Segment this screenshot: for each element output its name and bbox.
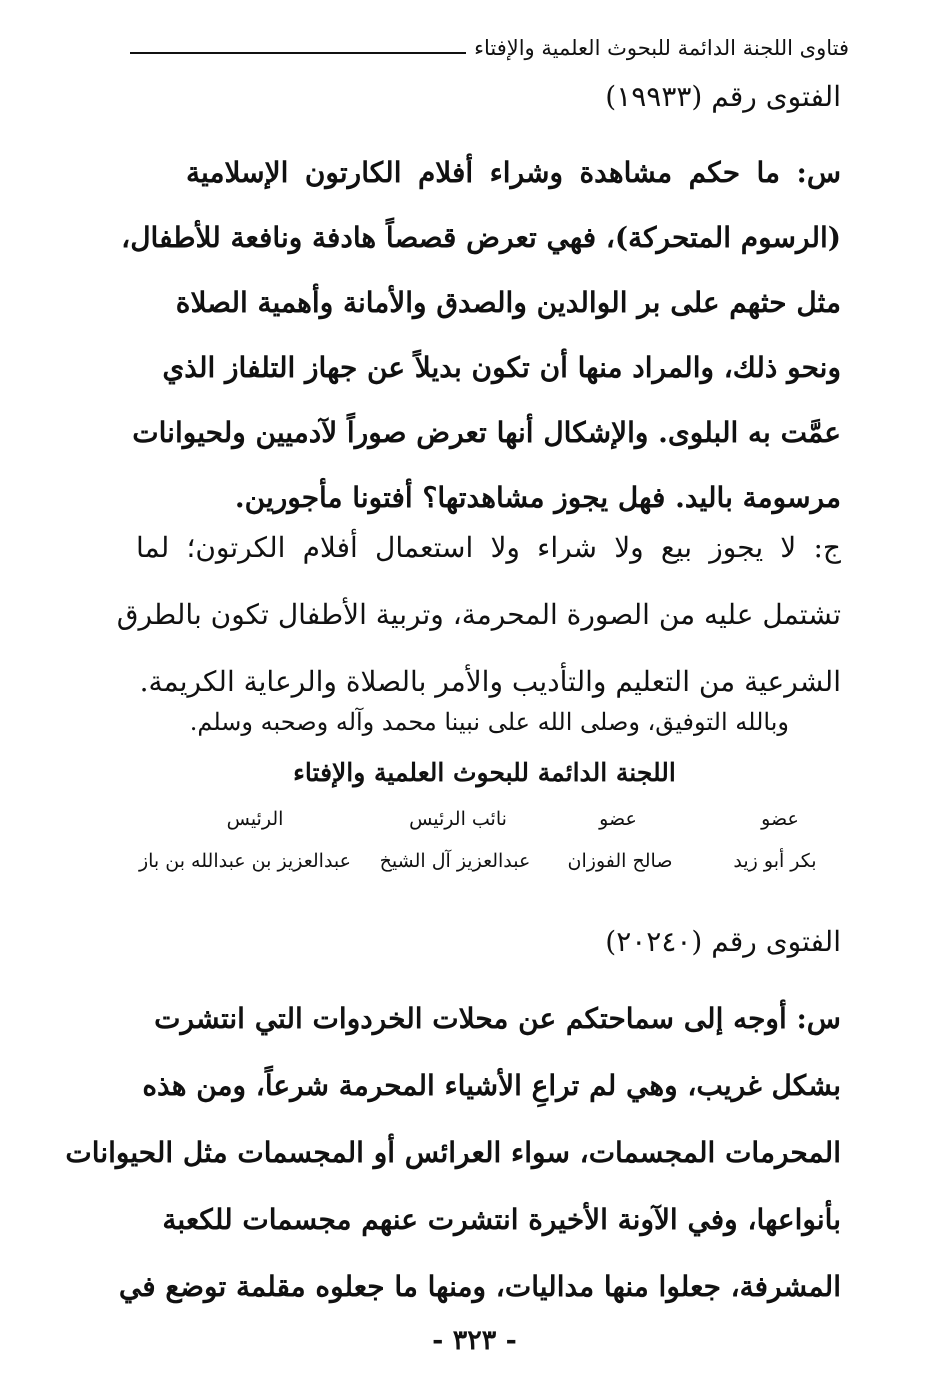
answer-1-line: تشتمل عليه من الصورة المحرمة، وتربية الأطفال تكون بالطرق [116,598,841,631]
book-title: فتاوى اللجنة الدائمة للبحوث العلمية والإفتاء [474,36,849,60]
question-1 [121,140,841,530]
question-2 [65,985,841,1320]
answer-1-line: الشرعية من التعليم والتأديب والأمر بالصلاة والرعاية الكريمة. [139,665,841,698]
question-1-line: مرسومة باليد. فهل يجوز مشاهدتها؟ أفتونا مأجورين. [234,481,841,514]
signatory-role: عضو [599,808,637,830]
signatory-role: نائب الرئيس [409,808,507,830]
question-1-line: ونحو ذلك، والمراد منها أن تكون بديلاً عن جهاز التلفاز الذي [162,351,841,384]
question-1-line: مثل حثهم على بر الوالدين والصدق والأمانة وأهمية الصلاة [175,286,841,319]
fatwa-number-1: الفتوى رقم (١٩٩٣٣) [605,80,841,113]
answer-1 [116,514,841,715]
question-2-line: المحرمات المجسمات، سواء العرائس أو المجسمات مثل الحيوانات [65,1136,841,1169]
question-2-line: س: أوجه إلى سماحتكم عن محلات الخردوات التي انتشرت [154,1002,841,1035]
signatory-role: الرئيس [226,808,284,830]
running-header [130,30,849,60]
page-number: - ٣٢٣ - [432,1325,517,1356]
question-2-line: المشرفة، جعلوا منها مداليات، ومنها ما جعلوه مقلمة توضع في [118,1270,841,1303]
signatory-name: بكر أبو زيد [733,850,817,872]
signatory-role: عضو [761,808,799,830]
fatwa-number-2: الفتوى رقم (٢٠٢٤٠) [605,925,841,958]
signatory-name: صالح الفوزان [567,850,673,872]
answer-1-line: ج: لا يجوز بيع ولا شراء ولا استعمال أفلام الكرتون؛ لما [136,531,841,564]
question-1-line: س: ما حكم مشاهدة وشراء أفلام الكارتون الإسلامية [186,156,841,189]
signatory-name: عبدالعزيز آل الشيخ [379,850,531,872]
question-1-line: (الرسوم المتحركة)، فهي تعرض قصصاً هادفة ونافعة للأطفال، [121,221,841,254]
signatory-name: عبدالعزيز بن عبدالله بن باز [138,850,352,872]
closing-formula: وبالله التوفيق، وصلى الله على نبينا محمد وآله وصحبه وسلم. [189,708,789,736]
question-2-line: بشكل غريب، وهي لم تراعِ الأشياء المحرمة شرعاً، ومن هذه [142,1069,841,1102]
header-rule [130,52,466,54]
committee-title: اللجنة الدائمة للبحوث العلمية والإفتاء [293,758,676,787]
question-1-line: عمَّت به البلوى. والإشكال أنها تعرض صوراً لآدميين ولحيوانات [132,416,841,449]
question-2-line: بأنواعها، وفي الآونة الأخيرة انتشرت عنهم مجسمات للكعبة [162,1203,841,1236]
